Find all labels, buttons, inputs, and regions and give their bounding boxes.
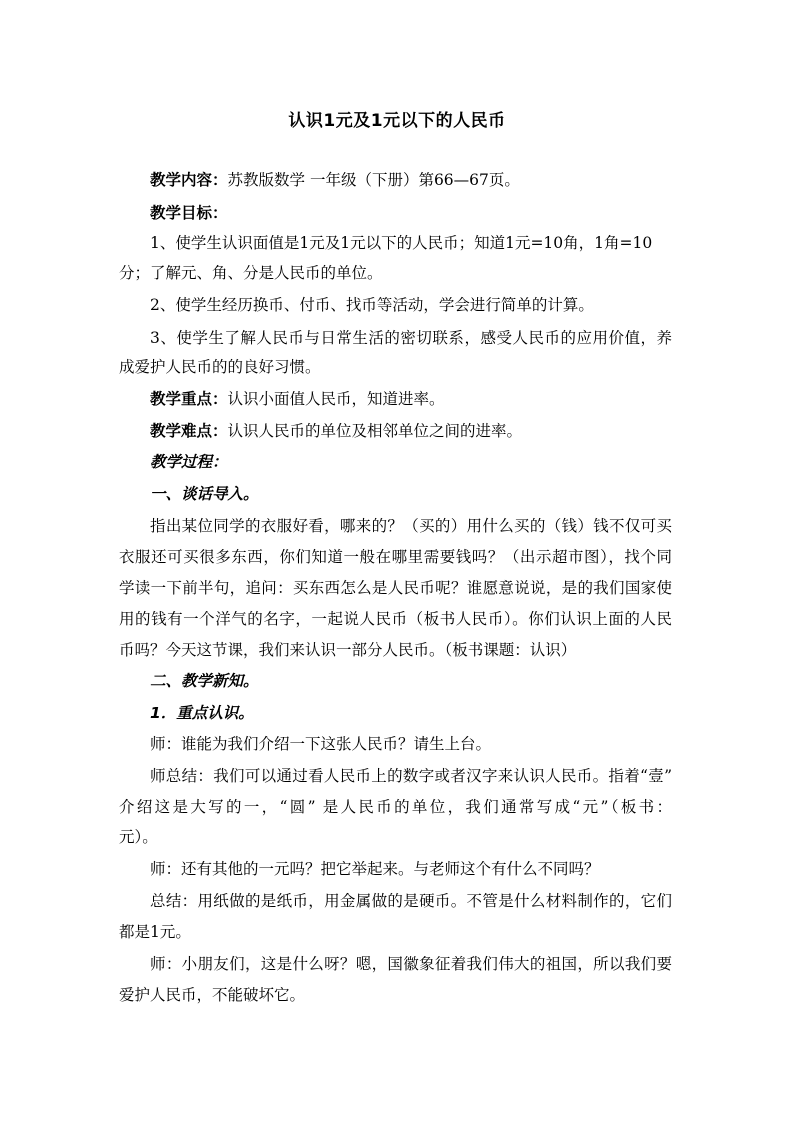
section-1-heading: 一、谈话导入。: [150, 485, 259, 503]
difficulty-label: 教学难点：: [150, 422, 228, 440]
teaching-content-label: 教学内容：: [150, 171, 228, 189]
summary-2-line: 都是1元。: [119, 923, 191, 941]
teacher-question-2: 师：还有其他的一元吗？把它举起来。与老师这个有什么不同吗？: [150, 860, 600, 878]
objective-3-line-1: 3、使学生了解人民币与日常生活的密切联系，感受人民币的应用价值，养: [150, 329, 672, 347]
teacher-question-1: 师：谁能为我们介绍一下这张人民币？请生上台。: [150, 735, 492, 753]
teaching-process-label: 教学过程：: [150, 453, 228, 471]
key-point-label: 教学重点：: [150, 390, 228, 408]
section-2-heading: 二、教学新知。: [150, 672, 259, 690]
objective-1-line-1: 1、使学生认识面值是1元及1元以下的人民币；知道1元=10角，1角=10: [150, 234, 653, 252]
objective-3-line-2: 成爱护人民币的的良好习惯。: [119, 358, 321, 376]
teaching-content: [150, 170, 710, 190]
summary-2-line: 总结：用纸做的是纸币，用金属做的是硬币。不管是什么材料制作的，它们: [150, 892, 672, 910]
section-1-line: 学读一下前半句，追问：买东西怎么是人民币呢？谁愿意说说，是的我们国家使: [119, 579, 672, 597]
subsection-1-heading: 1．重点认识。: [150, 704, 254, 722]
teacher-question-3-line: 师：小朋友们，这是什么呀？嗯，国徽象征着我们伟大的祖国，所以我们要: [150, 955, 672, 973]
section-1-line: 指出某位同学的衣服好看，哪来的？（买的）用什么买的（钱）钱不仅可买: [150, 517, 672, 535]
objective-2: 2、使学生经历换币、付币、找币等活动，学会进行简单的计算。: [150, 296, 594, 314]
teacher-question-3-line: 爱护人民币，不能破坏它。: [119, 986, 306, 1004]
summary-1-line: 介绍这是大写的一，“圆” 是人民币的单位，我们通常写成“元”（板书：: [119, 798, 672, 816]
key-point: [150, 389, 710, 409]
summary-1-line: 元）。: [119, 828, 158, 846]
section-1-line: 用的钱有一个洋气的名字，一起说人民币（板书人民币）。你们认识上面的人民: [119, 610, 672, 628]
difficulty-text: 认识人民币的单位及相邻单位之间的进率。: [227, 422, 523, 440]
section-1-line: 币吗？今天这节课，我们来认识一部分人民币。（板书课题：认识）: [119, 641, 577, 659]
teaching-objectives-label: 教学目标：: [150, 204, 228, 222]
key-point-text: 认识小面值人民币，知道进率。: [227, 390, 445, 408]
objective-1-line-2: 分；了解元、角、分是人民币的单位。: [119, 264, 383, 282]
section-1-line: 衣服还可买很多东西，你们知道一般在哪里需要钱吗？（出示超市图），找个同: [119, 548, 672, 566]
summary-1-line: 师总结：我们可以通过看人民币上的数字或者汉字来认识人民币。指着“壹”: [150, 767, 672, 785]
document-title: 认识1元及1元以下的人民币: [288, 111, 506, 131]
difficulty: [150, 421, 710, 441]
teaching-content-text: 苏教版数学 一年级（下册）第66—67页。: [227, 171, 520, 189]
